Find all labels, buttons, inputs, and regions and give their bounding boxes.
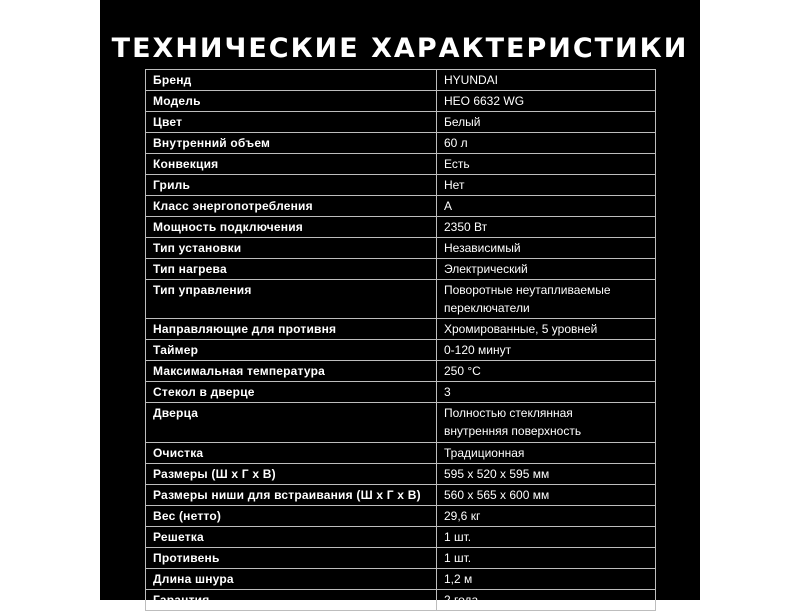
spec-value: Белый	[437, 112, 656, 133]
spec-label: Максимальная температура	[146, 361, 437, 382]
spec-value: Есть	[437, 154, 656, 175]
spec-label: Тип установки	[146, 238, 437, 259]
spec-value: HEO 6632 WG	[437, 91, 656, 112]
spec-value: Нет	[437, 175, 656, 196]
spec-value: Независимый	[437, 238, 656, 259]
spec-label: Направляющие для противня	[146, 319, 437, 340]
spec-value: 1 шт.	[437, 547, 656, 568]
spec-label: Мощность подключения	[146, 217, 437, 238]
spec-value-line: Полностью стеклянная	[444, 406, 573, 421]
spec-value-line: Поворотные неутапливаемые	[444, 283, 611, 297]
spec-label: Противень	[146, 547, 437, 568]
spec-value: Электрический	[437, 259, 656, 280]
page-title: ТЕХНИЧЕСКИЕ ХАРАКТЕРИСТИКИ	[111, 33, 689, 64]
spec-value-line: переключатели	[444, 301, 530, 315]
spec-row-brand	[146, 70, 656, 91]
spec-row-door-glass	[146, 382, 656, 403]
spec-row-cleaning	[146, 442, 656, 463]
spec-value: 250 °C	[437, 361, 656, 382]
spec-row-convection	[146, 154, 656, 175]
spec-row-model	[146, 91, 656, 112]
spec-value: 60 л	[437, 133, 656, 154]
spec-value: 29,6 кг	[437, 505, 656, 526]
spec-value: 2350 Вт	[437, 217, 656, 238]
spec-value: Традиционная	[437, 442, 656, 463]
spec-row-niche-dimensions	[146, 484, 656, 505]
spec-row-tray-guides	[146, 319, 656, 340]
spec-label: Бренд	[146, 70, 437, 91]
spec-label: Конвекция	[146, 154, 437, 175]
spec-label: Решетка	[146, 526, 437, 547]
spec-value: A	[437, 196, 656, 217]
spec-label: Дверца	[146, 403, 437, 442]
spec-row-color	[146, 112, 656, 133]
spec-value: HYUNDAI	[437, 70, 656, 91]
spec-value: 595 х 520 х 595 мм	[437, 463, 656, 484]
specs-table	[145, 69, 656, 611]
spec-label: Стекол в дверце	[146, 382, 437, 403]
spec-row-control-type	[146, 280, 656, 319]
spec-row-power	[146, 217, 656, 238]
spec-row-max-temp	[146, 361, 656, 382]
spec-label: Класс энергопотребления	[146, 196, 437, 217]
spec-row-volume	[146, 133, 656, 154]
spec-sheet-panel	[100, 0, 700, 607]
spec-label: Цвет	[146, 112, 437, 133]
spec-value: 1 шт.	[437, 526, 656, 547]
spec-row-cord-length	[146, 568, 656, 589]
spec-value: 2 года	[437, 589, 656, 610]
spec-row-dimensions	[146, 463, 656, 484]
spec-row-door	[146, 403, 656, 442]
spec-row-net-weight	[146, 505, 656, 526]
spec-label: Гарантия	[146, 589, 437, 610]
spec-row-grill	[146, 175, 656, 196]
spec-value	[437, 403, 656, 442]
spec-row-install-type	[146, 238, 656, 259]
spec-label: Внутренний объем	[146, 133, 437, 154]
spec-value-line: внутренняя поверхность	[444, 424, 582, 439]
spec-value: 560 х 565 х 600 мм	[437, 484, 656, 505]
spec-value: Хромированные, 5 уровней	[437, 319, 656, 340]
spec-row-baking-tray	[146, 547, 656, 568]
spec-value: 1,2 м	[437, 568, 656, 589]
spec-row-energy-class	[146, 196, 656, 217]
spec-label: Размеры ниши для встраивания (Ш х Г х В)	[146, 484, 437, 505]
spec-label: Тип управления	[146, 280, 437, 319]
spec-label: Гриль	[146, 175, 437, 196]
spec-label: Размеры (Ш х Г х В)	[146, 463, 437, 484]
spec-value: 3	[437, 382, 656, 403]
spec-label: Тип нагрева	[146, 259, 437, 280]
spec-row-rack	[146, 526, 656, 547]
spec-value: 0-120 минут	[437, 340, 656, 361]
spec-label: Длина шнура	[146, 568, 437, 589]
spec-row-heating-type	[146, 259, 656, 280]
spec-label: Таймер	[146, 340, 437, 361]
spec-row-timer	[146, 340, 656, 361]
spec-label: Очистка	[146, 442, 437, 463]
spec-label: Модель	[146, 91, 437, 112]
spec-label: Вес (нетто)	[146, 505, 437, 526]
spec-value	[437, 280, 656, 319]
